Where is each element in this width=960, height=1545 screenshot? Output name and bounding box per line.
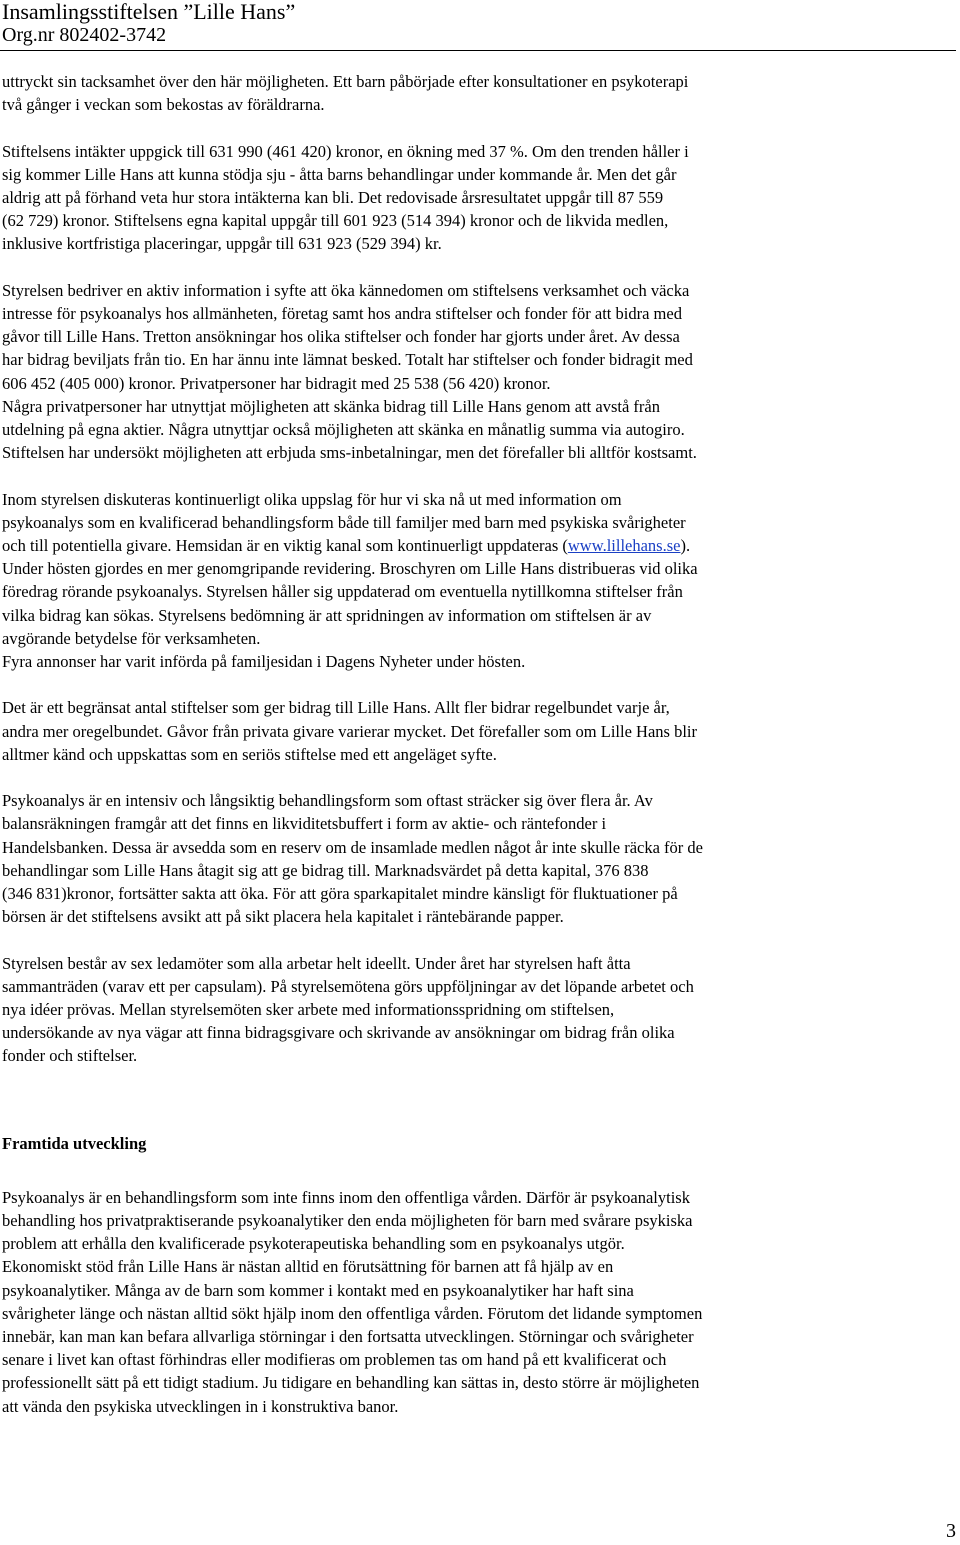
- text-line: gåvor till Lille Hans. Tretton ansökningar hos olika stiftelser och fonder har gjorts under året. Av dessa: [2, 327, 680, 347]
- text-line: Psykoanalys är en behandlingsform som inte finns inom den offentliga vården. Därför är psykoanalytisk: [2, 1187, 690, 1207]
- paragraph-income: [2, 140, 854, 256]
- paragraph-liquidity: [2, 789, 854, 928]
- text-line: problem att erhålla den kvalificerade psykoterapeutiska behandling som en psykoanalys utgör.: [2, 1234, 625, 1254]
- paragraph-donors: [2, 696, 854, 766]
- text-line: två gånger i veckan som bekostas av föräldrarna.: [2, 95, 325, 115]
- text-line: inklusive kortfristiga placeringar, uppgår till 631 923 (529 394) kr.: [2, 234, 442, 254]
- document-body: [2, 70, 854, 1418]
- text-line: aldrig att på förhand veta hur stora intäkterna kan bli. Det redovisade årsresultatet uppgår till 87 559: [2, 188, 664, 207]
- paragraph-board: [2, 952, 854, 1068]
- text-line: Styrelsen bedriver en aktiv information i syfte att öka kännedomen om stiftelsens verksamhet och väcka: [2, 280, 690, 300]
- page-number: 3: [946, 1520, 956, 1542]
- website-link[interactable]: www.lillehans.se: [567, 536, 681, 556]
- text-line: föredrag rörande psykoanalys. Styrelsen håller sig uppdaterad om eventuella nytillkomna stiftelser från: [2, 582, 683, 602]
- text-line: avgörande betydelse för verksamheten.: [2, 628, 261, 648]
- paragraph-information: [2, 279, 854, 465]
- text-line: professionellt sätt på ett tidigt stadium. Ju tidigare en behandling kan sättas in, desto större är möjligheten: [2, 1373, 700, 1393]
- text-line: behandling hos privatpraktiserande psykoanalytiker den enda möjligheten för barn med svårare psykiska: [2, 1211, 693, 1231]
- text-line: innebär, kan man kan befara allvarliga störningar i den fortsatta utvecklingen. Störningar och svårigheter: [2, 1327, 694, 1347]
- text-line: Några privatpersoner har utnyttjat möjligheten att skänka bidrag till Lille Hans genom att avstå från: [2, 396, 660, 416]
- paragraph-consultations: [2, 70, 854, 116]
- text-line: börsen är det stiftelsens avsikt att på sikt placera hela kapitalet i räntebärande papper.: [2, 907, 564, 927]
- page-header: [2, 0, 942, 47]
- text-line: vilka bidrag kan sökas. Styrelsens bedömning är att spridningen av information om stiftelsen är av: [2, 605, 652, 625]
- text-line: Handelsbanken. Dessa är avsedda som en reserv om de insamlade medlen något år inte skulle räcka för de: [2, 837, 703, 857]
- paragraph-board-discussion: [2, 488, 854, 674]
- text-line: fonder och stiftelser.: [2, 1046, 138, 1066]
- text-line: Psykoanalys är en intensiv och långsiktig behandlingsform som oftast sträcker sig över flera år. Av: [2, 791, 653, 811]
- text-line: Ekonomiskt stöd från Lille Hans är nästan alltid en förutsättning för barnen att få hjälp av en: [2, 1257, 614, 1277]
- text-line: svårigheter länge och nästan alltid sökt hjälp inom den offentliga vården. Förutom det lidande symptomen: [2, 1303, 703, 1323]
- text-line: har bidrag beviljats från tio. En har ännu inte lämnat besked. Totalt har stiftelser och fonder bidragit med: [2, 350, 693, 370]
- text-line: Fyra annonser har varit införda på familjesidan i Dagens Nyheter under hösten.: [2, 652, 526, 672]
- header-divider: [0, 50, 956, 51]
- text-line: senare i livet kan oftast förhindras eller modifieras om problemen tas om hand på ett kvalificerat och: [2, 1350, 667, 1370]
- text-line: (62 729) kronor. Stiftelsens egna kapital uppgår till 601 923 (514 394) kronor och de likvida medlen,: [2, 211, 669, 231]
- text-line: psykoanalys som en kvalificerad behandlingsform både till familjer med barn med psykiska svårigheter: [2, 512, 686, 532]
- text-line: alltmer känd och uppskattas som en seriös stiftelse med ett angeläget syfte.: [2, 744, 497, 764]
- text-line: utdelning på egna aktier. Några utnyttjar också möjligheten att skänka en månatlig summa via autogiro.: [2, 420, 685, 440]
- text-line: psykoanalytiker. Många av de barn som kommer i kontakt med en psykoanalytiker har haft sina: [2, 1280, 634, 1300]
- text-line: att vända den psykiska utvecklingen in i konstruktiva banor.: [2, 1396, 399, 1416]
- text-line: 606 452 (405 000) kronor. Privatpersoner har bidragit med 25 538 (56 420) kronor.: [2, 373, 551, 393]
- text-line: Styrelsen består av sex ledamöter som alla arbetar helt ideellt. Under året har styrelsen haft åtta: [2, 953, 631, 973]
- text-line: undersökande av nya vägar att finna bidragsgivare och skrivande av ansökningar om bidrag från olika: [2, 1023, 675, 1043]
- text-line-with-link: [2, 534, 854, 557]
- link-prefix-text: och till potentiella givare. Hemsidan är en viktig kanal som kontinuerligt uppdateras (: [2, 536, 568, 556]
- link-suffix-text: ).: [680, 536, 691, 556]
- text-line: balansräkningen framgår att det finns en likviditetsbuffert i form av aktie- och räntefonder i: [2, 814, 607, 834]
- text-line: behandlingar som Lille Hans åtagit sig att ge bidrag till. Marknadsvärdet på detta kapital, 376 838: [2, 860, 649, 880]
- text-line: nya idéer prövas. Mellan styrelsemöten sker arbete med informationsspridning om stiftelsen,: [2, 1000, 615, 1020]
- text-line: uttryckt sin tacksamhet över den här möjligheten. Ett barn påbörjade efter konsultationer en psykoterapi: [2, 72, 689, 91]
- text-line: sig kommer Lille Hans att kunna stödja sju - åtta barns behandlingar under kommande år. Men det går: [2, 164, 677, 184]
- text-line: andra mer oregelbundet. Gåvor från privata givare varierar mycket. Det förefaller som om Lille Hans blir: [2, 721, 697, 741]
- text-line: Stiftelsens intäkter uppgick till 631 990 (461 420) kronor, en ökning med 37 %. Om den trenden håller i: [2, 141, 689, 161]
- text-line: Under hösten gjordes en mer genomgripande revidering. Broschyren om Lille Hans distribueras vid olika: [2, 559, 698, 579]
- foundation-name: Insamlingsstiftelsen ”Lille Hans”: [2, 0, 296, 24]
- section-heading: Framtida utveckling: [2, 1133, 147, 1153]
- paragraph-future: [2, 1186, 854, 1418]
- text-line: Det är ett begränsat antal stiftelser som ger bidrag till Lille Hans. Allt fler bidrar regelbundet varje år,: [2, 698, 670, 718]
- org-number: Org.nr 802402-3742: [2, 24, 167, 46]
- text-line: Inom styrelsen diskuteras kontinuerligt olika uppslag för hur vi ska nå ut med information om: [2, 489, 622, 509]
- text-line: intresse för psykoanalys hos allmänheten, företag samt hos andra stiftelser och fonder för att bidra med: [2, 304, 682, 323]
- text-line: Stiftelsen har undersökt möjligheten att erbjuda sms-inbetalningar, men det förefaller bli alltför kostsamt.: [2, 443, 697, 463]
- text-line: (346 831)kronor, fortsätter sakta att öka. För att göra sparkapitalet mindre känsligt för fluktuationer på: [2, 884, 678, 904]
- text-line: sammanträden (varav ett per capsulam). På styrelsemötena görs uppföljningar av det löpande arbetet och: [2, 976, 694, 996]
